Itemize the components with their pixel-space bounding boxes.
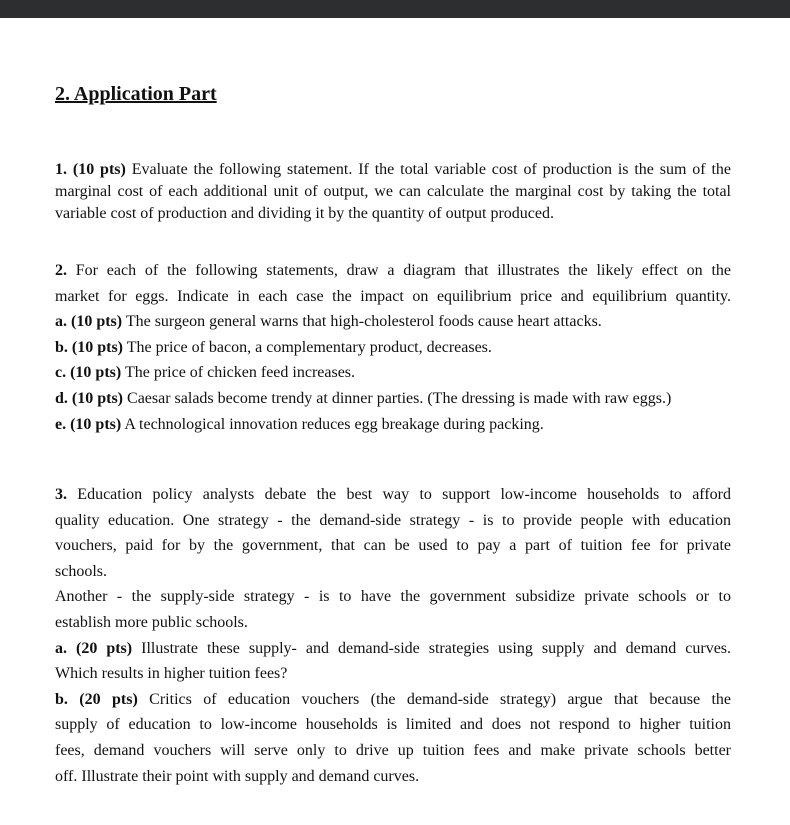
question-3-line-1: 3. Education policy analysts debate the best way to support low-income households to afford bbox=[55, 486, 732, 503]
question-2-label: 2. bbox=[55, 262, 67, 279]
question-3-line-2: quality education. One strategy - the demand-side strategy - is to provide people with education bbox=[55, 511, 731, 529]
question-2-intro-line-1: 2. For each of the following statements, draw a diagram that illustrates the likely effect on the bbox=[55, 262, 731, 279]
question-1 bbox=[55, 159, 731, 225]
question-1-text: Evaluate the following statement. If the total variable cost of production is the sum of the marginal cost of each additional unit of output, we can calculate the marginal cost by taking the total variable cost of production and dividing it by the quantity of output produced. bbox=[55, 161, 732, 222]
section-title: 2. Application Part bbox=[55, 83, 217, 105]
question-2-item-c: c. (10 pts) The price of chicken feed increases. bbox=[55, 364, 356, 382]
question-3 bbox=[55, 482, 731, 789]
question-3-part-b-line-1: b. (20 pts) Critics of education vouchers (the demand-side strategy) argue that because the bbox=[55, 690, 731, 708]
question-3-part-a-line-1: a. (20 pts) Illustrate these supply- and demand-side strategies using supply and demand curves. bbox=[55, 639, 732, 657]
question-1-label: 1. (10 pts) bbox=[55, 161, 126, 178]
question-2-item-e: e. (10 pts) A technological innovation reduces egg breakage during packing. bbox=[55, 415, 544, 433]
question-2-item-b: b. (10 pts) The price of bacon, a complementary product, decreases. bbox=[55, 338, 492, 356]
question-2-item-d: d. (10 pts) Caesar salads become trendy at dinner parties. (The dressing is made with raw eggs.) bbox=[55, 389, 672, 407]
question-3-part-b-line-2: supply of education to low-income households is limited and does not respond to higher tuition bbox=[55, 716, 731, 734]
question-3-part-b-line-3: fees, demand vouchers will serve only to drive up tuition fees and make private schools better bbox=[55, 741, 731, 759]
question-2 bbox=[55, 258, 731, 437]
question-3-line-5: Another - the supply-side strategy - is to have the government subsidize private schools or to bbox=[55, 588, 731, 606]
question-3-part-b-line-4: off. Illustrate their point with supply and demand curves. bbox=[55, 767, 420, 785]
question-3-label: 3. bbox=[55, 486, 67, 503]
question-3-line-4: schools. bbox=[55, 562, 107, 580]
question-2-intro-line-2: market for eggs. Indicate in each case the impact on equilibrium price and equilibrium quantity. bbox=[55, 287, 731, 305]
question-3-line-6: establish more public schools. bbox=[55, 613, 248, 631]
question-2-item-a: a. (10 pts) The surgeon general warns that high-cholesterol foods cause heart attacks. bbox=[55, 313, 602, 331]
viewer-top-bar bbox=[0, 0, 790, 18]
question-3-line-3: vouchers, paid for by the government, that can be used to pay a part of tuition fee for private bbox=[55, 537, 731, 555]
question-3-part-a-line-2: Which results in higher tuition fees? bbox=[55, 665, 288, 683]
